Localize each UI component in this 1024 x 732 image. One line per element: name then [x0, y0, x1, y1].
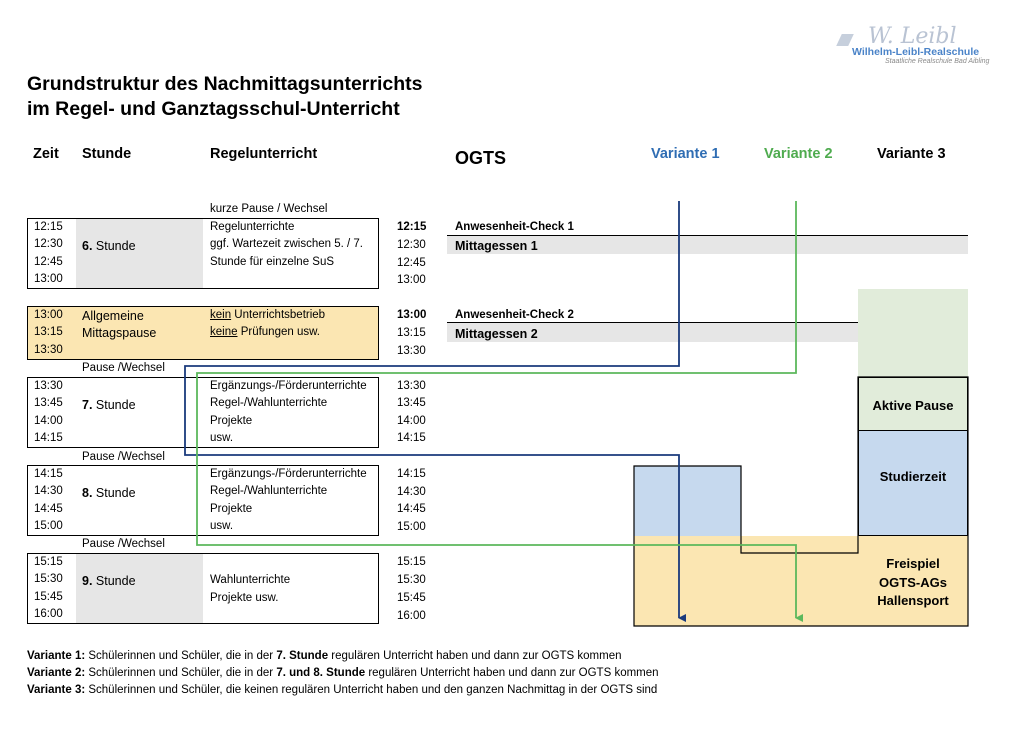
time-label: 15:30 — [34, 573, 63, 585]
ogts-time: 15:00 — [397, 521, 426, 533]
footer-text: Schülerinnen und Schüler, die in der — [85, 667, 277, 679]
content-line: Ergänzungs-/Förderunterrichte — [210, 468, 367, 480]
ogts-time: 16:00 — [397, 610, 426, 622]
footer-label: Variante 2: — [27, 667, 86, 679]
content-line: Projekte usw. — [210, 592, 279, 604]
content-line: Regelunterrichte — [210, 221, 295, 233]
content-line: usw. — [210, 520, 234, 532]
time-label: 14:45 — [34, 503, 63, 515]
variante-2-path — [197, 201, 796, 618]
time-label: 16:00 — [34, 608, 63, 620]
ogts-time: 15:30 — [397, 574, 426, 586]
content-line: ggf. Wartezeit zwischen 5. / 7. — [210, 238, 363, 250]
stunde-number: 6. — [82, 239, 93, 253]
content-line: Stunde für einzelne SuS — [210, 256, 335, 268]
ogts-time: 13:30 — [397, 345, 426, 357]
header-variante-3: Variante 3 — [877, 146, 946, 162]
header-zeit: Zeit — [33, 146, 59, 162]
time-label: 15:45 — [34, 591, 63, 603]
studierzeit-label: Studierzeit — [879, 469, 947, 484]
ogts-time: 15:45 — [397, 592, 426, 604]
ogts-time: 13:00 — [397, 309, 427, 321]
footer-label: Variante 1: — [27, 650, 86, 662]
time-label: 12:45 — [34, 256, 63, 268]
time-label: 14:15 — [34, 468, 63, 480]
ogts-time: 12:30 — [397, 239, 426, 251]
footer-variante-2 — [27, 667, 659, 679]
title-line-1: Grundstruktur des Nachmittagsunterrichts — [27, 73, 423, 95]
time-label: 13:00 — [34, 309, 63, 321]
content-line: Wahlunterrichte — [210, 574, 291, 586]
time-label: 13:00 — [34, 273, 63, 285]
content-line: usw. — [210, 432, 234, 444]
logo-school-name: Wilhelm-Leibl-Realschule — [852, 46, 980, 58]
ogts-time: 14:15 — [397, 432, 426, 444]
footer-text: Schülerinnen und Schüler, die keinen regulären Unterricht haben und den ganzen Nachmittag in der OGTS sind — [85, 684, 658, 696]
header-stunde: Stunde — [82, 146, 132, 162]
mittagessen-1: Mittagessen 1 — [455, 239, 538, 253]
header-regelunterricht: Regelunterricht — [210, 146, 318, 162]
hallensport-label: Hallensport — [877, 593, 949, 608]
aktive-pause-label: Aktive Pause — [872, 398, 954, 413]
content-rest: Prüfungen usw. — [237, 326, 320, 338]
time-label: 14:15 — [34, 432, 63, 444]
stunde-number: 9. — [82, 574, 93, 588]
ogts-time: 13:15 — [397, 327, 426, 339]
mittagspause-label-2: Mittagspause — [82, 326, 157, 340]
title-line-2: im Regel- und Ganztagsschul-Unterricht — [27, 98, 400, 120]
pause-label-3: Pause /Wechsel — [82, 538, 165, 550]
time-label: 15:15 — [34, 556, 63, 568]
time-label: 13:15 — [34, 326, 63, 338]
variante-1-path — [185, 201, 679, 618]
underlined-word: keine — [210, 326, 238, 338]
header-ogts: OGTS — [455, 148, 507, 168]
underlined-word: kein — [210, 309, 232, 321]
stunde-number: 7. — [82, 398, 93, 412]
content-line: Regel-/Wahlunterrichte — [210, 485, 328, 497]
header-variante-2: Variante 2 — [764, 146, 833, 162]
logo-signature: W. Leibl — [868, 24, 957, 49]
content-line: Regel-/Wahlunterrichte — [210, 397, 328, 409]
header-variante-1: Variante 1 — [651, 146, 720, 162]
stunde-number: 8. — [82, 486, 93, 500]
ogts-time: 14:15 — [397, 468, 426, 480]
ogts-time: 14:30 — [397, 486, 426, 498]
logo-subtitle: Staatliche Realschule Bad Aibling — [885, 58, 990, 65]
ogts-time: 13:45 — [397, 397, 426, 409]
footer-variante-1 — [27, 650, 622, 662]
ogts-time: 13:00 — [397, 274, 426, 286]
ogts-time: 12:15 — [397, 221, 427, 233]
time-label: 12:15 — [34, 221, 63, 233]
pause-label-2: Pause /Wechsel — [82, 451, 165, 463]
footer-text: Schülerinnen und Schüler, die in der — [85, 650, 277, 662]
pause-label-kurze: kurze Pause / Wechsel — [210, 203, 328, 215]
ogts-time: 15:15 — [397, 556, 426, 568]
ogts-time: 14:45 — [397, 503, 426, 515]
mittagessen-2: Mittagessen 2 — [455, 327, 538, 341]
stunde-word: Stunde — [95, 239, 136, 253]
stunde-word: Stunde — [95, 398, 136, 412]
stunde-word: Stunde — [95, 486, 136, 500]
anwesenheit-check-1: Anwesenheit-Check 1 — [455, 221, 574, 233]
stunde-word: Stunde — [95, 574, 136, 588]
content-line: Ergänzungs-/Förderunterrichte — [210, 380, 367, 392]
ogts-time: 12:45 — [397, 257, 426, 269]
footer-label: Variante 3: — [27, 684, 86, 696]
ogts-ags-label: OGTS-AGs — [879, 575, 947, 590]
time-label: 13:30 — [34, 380, 63, 392]
footer-text: regulären Unterricht haben und dann zur OGTS kommen — [328, 650, 622, 662]
freispiel-label: Freispiel — [886, 556, 940, 571]
time-label: 13:30 — [34, 344, 63, 356]
footer-bold: 7. und 8. Stunde — [276, 667, 366, 679]
pause-label-1: Pause /Wechsel — [82, 362, 165, 374]
footer-variante-3 — [27, 684, 657, 696]
content-line: Projekte — [210, 415, 253, 427]
time-label: 14:30 — [34, 485, 63, 497]
ogts-time: 14:00 — [397, 415, 426, 427]
time-label: 15:00 — [34, 520, 63, 532]
footer-bold: 7. Stunde — [276, 650, 329, 662]
ogts-area-outline — [634, 377, 968, 626]
mittagspause-label-1: Allgemeine — [82, 309, 144, 323]
anwesenheit-check-2: Anwesenheit-Check 2 — [455, 309, 574, 321]
time-label: 14:00 — [34, 415, 63, 427]
ogts-time: 13:30 — [397, 380, 426, 392]
footer-text: regulären Unterricht haben und dann zur OGTS kommen — [365, 667, 659, 679]
content-line: Projekte — [210, 503, 253, 515]
time-label: 12:30 — [34, 238, 63, 250]
time-label: 13:45 — [34, 397, 63, 409]
content-rest: Unterrichtsbetrieb — [231, 309, 326, 321]
